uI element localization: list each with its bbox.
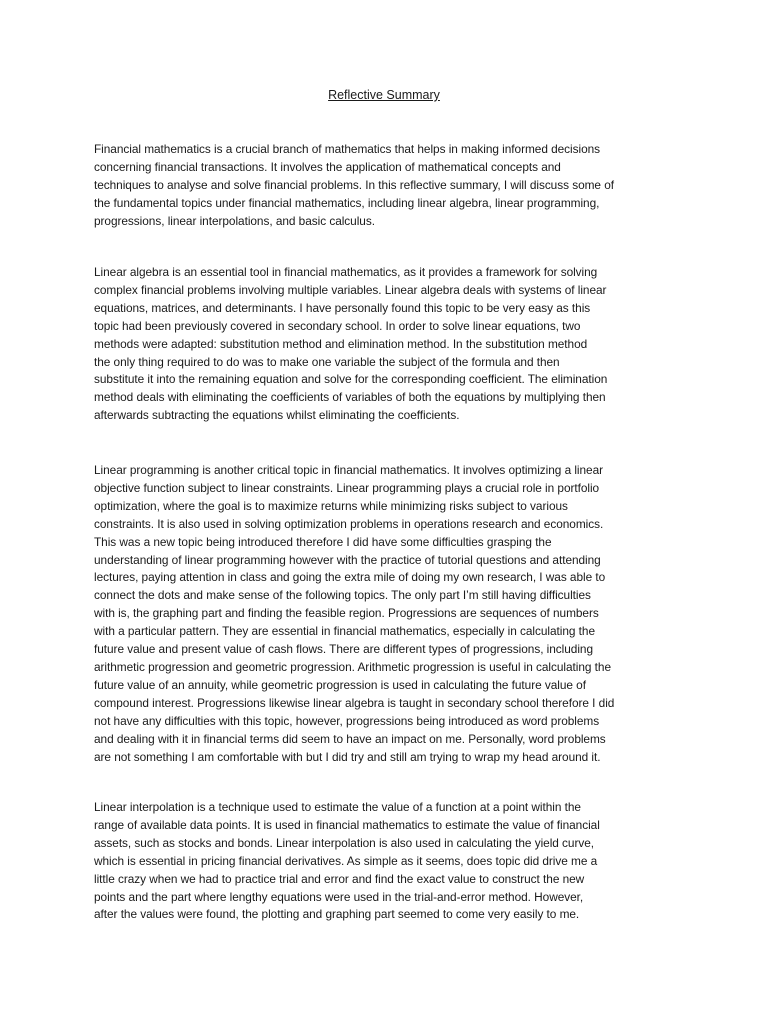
text-line: equations, matrices, and determinants. I have personally found this topic to be very easy as this <box>94 300 591 315</box>
text-line: This was a new topic being introduced therefore I did have some difficulties grasping the <box>94 534 552 549</box>
text-line: with is, the graphing part and finding the feasible region. Progressions are sequences of numbers <box>94 606 599 621</box>
text-line: range of available data points. It is used in financial mathematics to estimate the value of financial <box>94 817 600 832</box>
text-line: constraints. It is also used in solving optimization problems in operations research and economics. <box>94 516 604 531</box>
text-line: concerning financial transactions. It involves the application of mathematical concepts and <box>94 159 561 174</box>
text-line: and dealing with it in financial terms did seem to have an impact on me. Personally, word problems <box>94 731 606 746</box>
paragraph-intro <box>94 141 679 231</box>
text-line: which is essential in pricing financial derivatives. As simple as it seems, does topic did drive me a <box>94 853 598 868</box>
text-line: method deals with eliminating the coefficients of variables of both the equations by multiplying then <box>94 390 606 405</box>
text-line: progressions, linear interpolations, and basic calculus. <box>94 213 375 228</box>
text-line: are not something I am comfortable with but I did try and still am trying to wrap my head around it. <box>94 749 601 764</box>
text-line: objective function subject to linear constraints. Linear programming plays a crucial role in portfolio <box>94 480 600 495</box>
text-line: Linear algebra is an essential tool in financial mathematics, as it provides a framework for solving <box>94 265 598 279</box>
text-line: understanding of linear programming however with the practice of tutorial questions and attending <box>94 552 601 567</box>
text-line: arithmetic progression and geometric progression. Arithmetic progression is useful in calculating the <box>94 659 611 674</box>
text-line: not have any difficulties with this topic, however, progressions being introduced as word problems <box>94 713 600 728</box>
text-line: lectures, paying attention in class and going the extra mile of doing my own research, I was able to <box>94 570 606 585</box>
text-line: future value and present value of cash flows. There are different types of progressions, including <box>94 642 593 657</box>
paragraph-linear-interpolation <box>94 799 679 924</box>
text-line: little crazy when we had to practice trial and error and find the exact value to construct the new <box>94 871 585 886</box>
text-line: after the values were found, the plotting and graphing part seemed to come very easily to me. <box>94 907 580 922</box>
text-line: the only thing required to do was to make one variable the subject of the formula and then <box>94 354 560 369</box>
paragraph-linear-programming <box>94 462 679 766</box>
text-line: Linear programming is another critical topic in financial mathematics. It involves optimizing a linear <box>94 463 604 477</box>
text-line: connect the dots and make sense of the following topics. The only part I’m still having difficulties <box>94 588 591 603</box>
text-line: the fundamental topics under financial mathematics, including linear algebra, linear programming, <box>94 195 600 210</box>
text-line: compound interest. Progressions likewise linear algebra is taught in secondary school therefore I did <box>94 695 615 710</box>
text-line: points and the part where lengthy equations were used in the trial-and-error method. However, <box>94 889 584 904</box>
text-line: topic had been previously covered in secondary school. In order to solve linear equations, two <box>94 318 581 333</box>
document-title: Reflective Summary <box>328 88 440 102</box>
text-line: with a particular pattern. They are essential in financial mathematics, especially in calculating the <box>94 624 595 639</box>
text-line: assets, such as stocks and bonds. Linear interpolation is also used in calculating the yield curve, <box>94 835 595 850</box>
text-line: complex financial problems involving multiple variables. Linear algebra deals with systems of linear <box>94 282 607 297</box>
text-line: Linear interpolation is a technique used to estimate the value of a function at a point within the <box>94 800 581 814</box>
text-line: future value of an annuity, while geometric progression is used in calculating the future value of <box>94 677 586 692</box>
text-line: Financial mathematics is a crucial branch of mathematics that helps in making informed decisions <box>94 142 601 156</box>
text-line: afterwards subtracting the equations whilst eliminating the coefficients. <box>94 408 460 423</box>
text-line: optimization, where the goal is to maximize returns while minimizing risks subject to various <box>94 498 568 513</box>
text-line: techniques to analyse and solve financial problems. In this reflective summary, I will discuss some of <box>94 177 614 192</box>
text-line: methods were adapted: substitution method and elimination method. In the substitution method <box>94 336 588 351</box>
paragraph-linear-algebra <box>94 264 679 425</box>
text-line: substitute it into the remaining equation and solve for the corresponding coefficient. The elimination <box>94 372 608 387</box>
